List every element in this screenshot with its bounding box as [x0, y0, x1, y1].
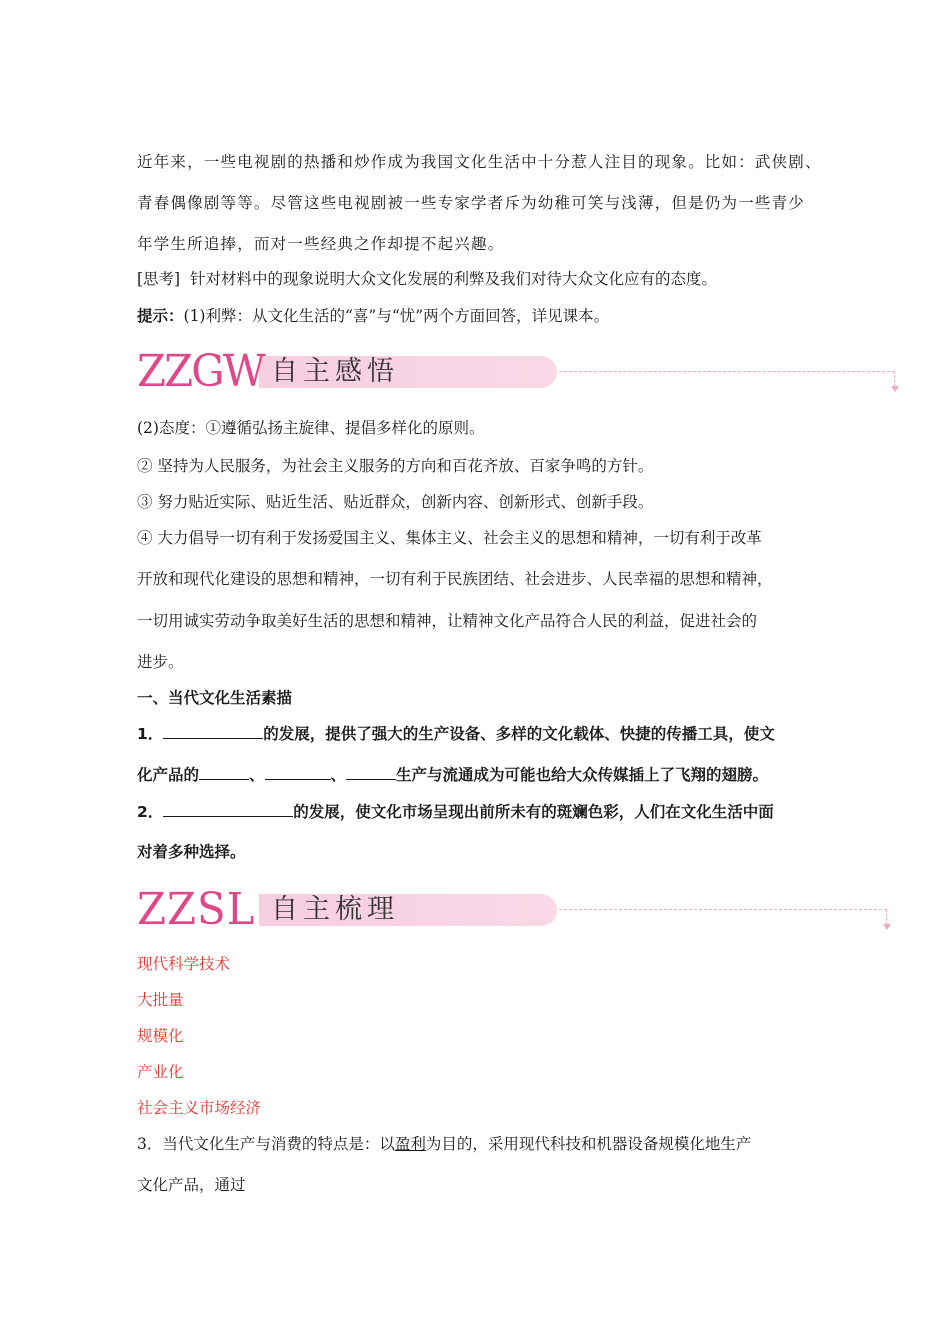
- question-1-number: 1．: [137, 725, 164, 743]
- question-3-number: 3．: [137, 1135, 163, 1153]
- arrow-down-icon: [883, 924, 891, 930]
- question-2-line-1: 2． 的发展，使文化市场呈现出前所未有的斑斓色彩，人们在文化生活中面: [137, 803, 774, 821]
- question-1-line-1: 1． 的发展，提供了强大的生产设备、多样的文化载体、快捷的传播工具，使文: [137, 725, 775, 743]
- banner-title: 自主梳理: [271, 894, 399, 925]
- attitude-intro: (2)态度：①遵循弘扬主旋律、提倡多样化的原则。: [137, 419, 485, 437]
- banner-dash-line: [559, 371, 895, 372]
- banner-zzgw: [137, 346, 767, 397]
- material-line-1: 近年来，一些电视剧的热播和炒作成为我国文化生活中十分惹人注目的现象。比如：武侠剧、: [137, 153, 822, 171]
- question-3-line-1: 3．当代文化生产与消费的特点是：以盈利为目的，采用现代科技和机器设备规模化地生产: [137, 1135, 752, 1153]
- answer-blank[interactable]: [163, 723, 263, 739]
- attitude-point-4b: 开放和现代化建设的思想和精神，一切有利于民族团结、社会进步、人民幸福的思想和精神，: [137, 570, 773, 588]
- hint-paragraph: [137, 306, 609, 326]
- question-1-line-2: 化产品的 、 、 生产与流通成为可能也给大众传媒插上了飞翔的翅膀。: [137, 766, 769, 784]
- answer-blank[interactable]: [199, 764, 249, 780]
- hint-text: (1)利弊：从文化生活的“喜”与“忧”两个方面回答，详见课本。: [183, 307, 610, 325]
- think-paragraph: [137, 269, 717, 289]
- section-heading: 一、当代文化生活素描: [137, 689, 293, 707]
- answer-2: 大批量: [137, 991, 184, 1009]
- banner-logo: ZZSL: [137, 884, 256, 935]
- attitude-point-4d: 进步。: [137, 653, 184, 671]
- arrow-down-icon: [891, 386, 899, 392]
- think-text: 针对材料中的现象说明大众文化发展的利弊及我们对待大众文化应有的态度。: [189, 270, 717, 288]
- attitude-point-4c: 一切用诚实劳动争取美好生活的思想和精神，让精神文化产品符合人民的利益，促进社会的: [137, 612, 758, 630]
- attitude-point-3: ③ 努力贴近实际、贴近生活、贴近群众，创新内容、创新形式、创新手段。: [137, 493, 654, 511]
- question-2-line-2: 对着多种选择。: [137, 843, 246, 861]
- answer-1: 现代科学技术: [137, 955, 231, 973]
- banner-zzsl: [137, 884, 767, 935]
- think-tag: [思考]: [137, 270, 181, 288]
- hint-label: 提示：: [137, 307, 184, 325]
- banner-dash-drop: [886, 909, 887, 925]
- answer-5: 社会主义市场经济: [137, 1099, 262, 1117]
- attitude-point-4a: ④ 大力倡导一切有利于发扬爱国主义、集体主义、社会主义的思想和精神，一切有利于改革: [137, 529, 762, 547]
- question-2-number: 2．: [137, 803, 164, 821]
- answer-blank[interactable]: [265, 764, 331, 780]
- banner-title: 自主感悟: [271, 356, 399, 387]
- profit-term: 盈利: [394, 1135, 426, 1153]
- answer-blank[interactable]: [163, 801, 293, 817]
- question-3-line-2: 文化产品，通过: [137, 1176, 246, 1194]
- banner-dash-drop: [894, 371, 895, 387]
- banner-logo: ZZGW: [137, 346, 264, 397]
- answer-3: 规模化: [137, 1027, 184, 1045]
- answer-blank[interactable]: [346, 764, 396, 780]
- answer-4: 产业化: [137, 1063, 184, 1081]
- banner-dash-line: [559, 909, 887, 910]
- material-line-2: 青春偶像剧等等。尽管这些电视剧被一些专家学者斥为幼稚可笑与浅薄，但是仍为一些青少: [137, 194, 806, 212]
- attitude-point-2: ② 坚持为人民服务，为社会主义服务的方向和百花齐放、百家争鸣的方针。: [137, 457, 654, 475]
- material-line-3: 年学生所追捧，而对一些经典之作却提不起兴趣。: [137, 235, 505, 253]
